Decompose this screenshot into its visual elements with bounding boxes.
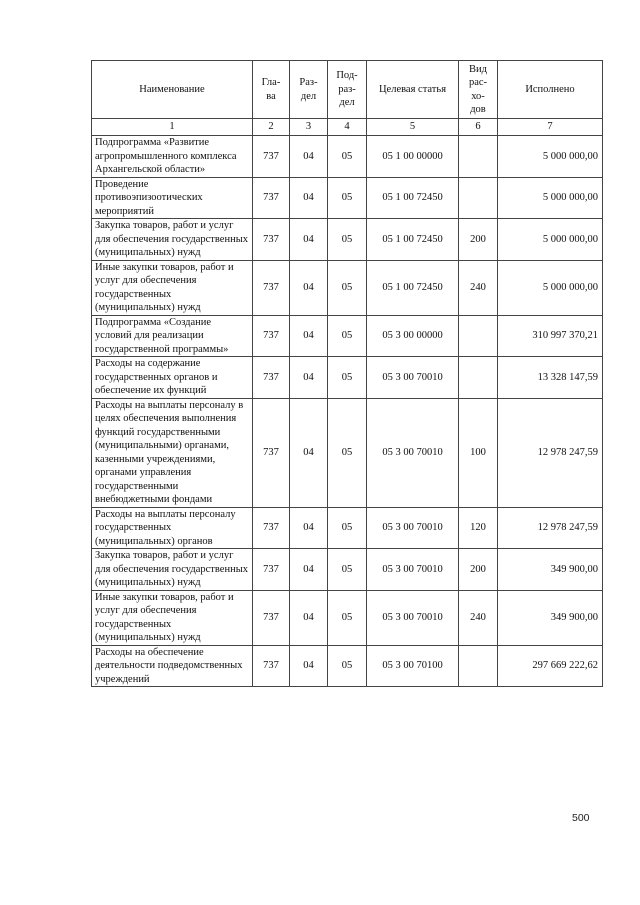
row-amount: 12 978 247,59 <box>498 507 603 549</box>
row-chapter: 737 <box>253 315 290 357</box>
column-number: 1 <box>92 119 253 136</box>
row-name: Подпрограмма «Создание условий для реализации государственной программы» <box>92 315 253 357</box>
column-number-row <box>92 119 603 136</box>
row-section: 04 <box>290 507 328 549</box>
table-row <box>92 398 603 507</box>
row-section: 04 <box>290 219 328 261</box>
column-number: 4 <box>328 119 367 136</box>
table-row <box>92 645 603 687</box>
row-amount: 12 978 247,59 <box>498 398 603 507</box>
row-amount: 13 328 147,59 <box>498 357 603 399</box>
page-number: 500 <box>572 812 590 824</box>
row-target: 05 3 00 70010 <box>367 357 459 399</box>
row-amount: 5 000 000,00 <box>498 260 603 315</box>
row-amount: 5 000 000,00 <box>498 219 603 261</box>
row-chapter: 737 <box>253 177 290 219</box>
row-subsection: 05 <box>328 219 367 261</box>
row-target: 05 3 00 70100 <box>367 645 459 687</box>
row-expense-type <box>459 645 498 687</box>
row-amount: 5 000 000,00 <box>498 136 603 178</box>
row-chapter: 737 <box>253 507 290 549</box>
header-chapter: Гла- ва <box>253 61 290 119</box>
row-target: 05 1 00 72450 <box>367 219 459 261</box>
column-number: 7 <box>498 119 603 136</box>
table-row <box>92 357 603 399</box>
column-number: 6 <box>459 119 498 136</box>
row-section: 04 <box>290 177 328 219</box>
header-row <box>92 61 603 119</box>
row-subsection: 05 <box>328 177 367 219</box>
row-chapter: 737 <box>253 549 290 591</box>
row-name: Подпрограмма «Развитие агропромышленного комплекса Архангельской области» <box>92 136 253 178</box>
row-name: Расходы на содержание государственных органов и обеспечение их функций <box>92 357 253 399</box>
row-chapter: 737 <box>253 219 290 261</box>
table-row <box>92 590 603 645</box>
row-subsection: 05 <box>328 590 367 645</box>
row-target: 05 1 00 00000 <box>367 136 459 178</box>
row-subsection: 05 <box>328 315 367 357</box>
row-section: 04 <box>290 590 328 645</box>
row-chapter: 737 <box>253 357 290 399</box>
row-chapter: 737 <box>253 136 290 178</box>
row-target: 05 1 00 72450 <box>367 177 459 219</box>
row-expense-type: 100 <box>459 398 498 507</box>
row-amount: 310 997 370,21 <box>498 315 603 357</box>
row-subsection: 05 <box>328 507 367 549</box>
row-name: Закупка товаров, работ и услуг для обеспечения государственных (муниципальных) нужд <box>92 549 253 591</box>
table-row <box>92 549 603 591</box>
row-name: Расходы на обеспечение деятельности подведомственных учреждений <box>92 645 253 687</box>
row-section: 04 <box>290 260 328 315</box>
header-subsection: Под- раз- дел <box>328 61 367 119</box>
column-number: 2 <box>253 119 290 136</box>
row-section: 04 <box>290 549 328 591</box>
table-row <box>92 219 603 261</box>
table-row <box>92 507 603 549</box>
row-target: 05 3 00 70010 <box>367 507 459 549</box>
header-target: Целевая статья <box>367 61 459 119</box>
row-target: 05 3 00 70010 <box>367 549 459 591</box>
row-target: 05 3 00 70010 <box>367 398 459 507</box>
row-target: 05 3 00 70010 <box>367 590 459 645</box>
row-name: Проведение противоэпизоотических мероприятий <box>92 177 253 219</box>
table-row <box>92 177 603 219</box>
row-section: 04 <box>290 357 328 399</box>
table-row <box>92 315 603 357</box>
row-amount: 349 900,00 <box>498 549 603 591</box>
row-subsection: 05 <box>328 136 367 178</box>
row-section: 04 <box>290 398 328 507</box>
row-amount: 297 669 222,62 <box>498 645 603 687</box>
header-expense-type: Вид рас- хо- дов <box>459 61 498 119</box>
row-name: Расходы на выплаты персоналу в целях обеспечения выполнения функций государственными (муниципальными) органами, казенными учреждениями, органами управления государственными внебюджетными фондами <box>92 398 253 507</box>
row-section: 04 <box>290 136 328 178</box>
column-number: 5 <box>367 119 459 136</box>
row-expense-type: 240 <box>459 260 498 315</box>
row-expense-type <box>459 357 498 399</box>
row-amount: 5 000 000,00 <box>498 177 603 219</box>
row-name: Расходы на выплаты персоналу государственных (муниципальных) органов <box>92 507 253 549</box>
row-expense-type <box>459 177 498 219</box>
row-chapter: 737 <box>253 398 290 507</box>
row-chapter: 737 <box>253 645 290 687</box>
row-section: 04 <box>290 645 328 687</box>
row-expense-type: 240 <box>459 590 498 645</box>
row-chapter: 737 <box>253 590 290 645</box>
row-expense-type <box>459 136 498 178</box>
row-expense-type: 200 <box>459 549 498 591</box>
column-number: 3 <box>290 119 328 136</box>
header-section: Раз- дел <box>290 61 328 119</box>
row-subsection: 05 <box>328 260 367 315</box>
row-expense-type: 200 <box>459 219 498 261</box>
row-name: Иные закупки товаров, работ и услуг для обеспечения государственных (муниципальных) нужд <box>92 260 253 315</box>
header-name: Наименование <box>92 61 253 119</box>
row-amount: 349 900,00 <box>498 590 603 645</box>
row-target: 05 1 00 72450 <box>367 260 459 315</box>
row-expense-type <box>459 315 498 357</box>
row-name: Закупка товаров, работ и услуг для обеспечения государственных (муниципальных) нужд <box>92 219 253 261</box>
row-subsection: 05 <box>328 398 367 507</box>
row-section: 04 <box>290 315 328 357</box>
row-name: Иные закупки товаров, работ и услуг для обеспечения государственных (муниципальных) нужд <box>92 590 253 645</box>
table-row <box>92 260 603 315</box>
row-target: 05 3 00 00000 <box>367 315 459 357</box>
row-subsection: 05 <box>328 645 367 687</box>
row-chapter: 737 <box>253 260 290 315</box>
row-expense-type: 120 <box>459 507 498 549</box>
budget-table <box>91 60 603 687</box>
table-row <box>92 136 603 178</box>
row-subsection: 05 <box>328 357 367 399</box>
header-executed: Исполнено <box>498 61 603 119</box>
row-subsection: 05 <box>328 549 367 591</box>
